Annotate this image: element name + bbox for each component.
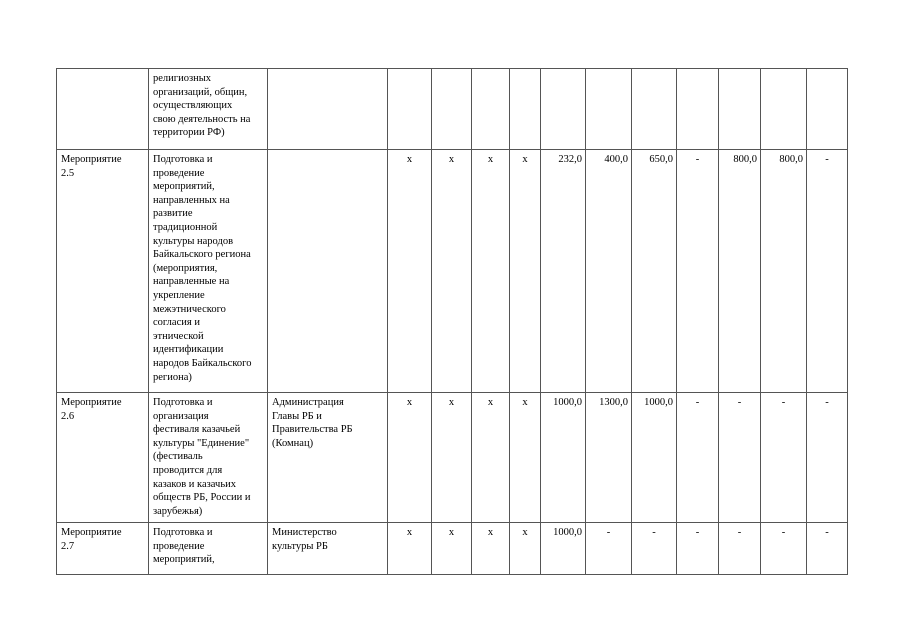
value-cell: 400,0 bbox=[586, 150, 632, 393]
activity-name-cell: Подготовка и организация фестиваля казачьей культуры "Единение" (фестиваль проводится для казаков и казачьих обществ РБ, России и зарубежья) bbox=[149, 393, 268, 523]
activity-name-cell: Подготовка и проведение мероприятий, направленных на развитие традиционной культуры народов Байкальского региона (мероприятия, направленные на укрепление межэтнического согласия и этнической идентификации народов Байкальского региона) bbox=[149, 150, 268, 393]
table-row bbox=[57, 150, 848, 393]
activity-id-cell: Мероприятие 2.5 bbox=[57, 150, 149, 393]
value-cell: x bbox=[472, 523, 510, 575]
value-cell: x bbox=[432, 393, 472, 523]
value-cell bbox=[632, 69, 677, 150]
program-table bbox=[56, 68, 848, 575]
value-cell: - bbox=[761, 393, 807, 523]
value-cell: x bbox=[472, 393, 510, 523]
activity-id-cell: Мероприятие 2.7 bbox=[57, 523, 149, 575]
value-cell: x bbox=[472, 150, 510, 393]
value-cell: - bbox=[586, 523, 632, 575]
value-cell: - bbox=[807, 393, 848, 523]
table-row bbox=[57, 69, 848, 150]
value-cell: 232,0 bbox=[541, 150, 586, 393]
executor-cell: Министерство культуры РБ bbox=[268, 523, 388, 575]
value-cell: - bbox=[677, 523, 719, 575]
value-cell: x bbox=[432, 150, 472, 393]
value-cell: 1000,0 bbox=[541, 523, 586, 575]
value-cell: x bbox=[510, 150, 541, 393]
value-cell: x bbox=[388, 393, 432, 523]
value-cell bbox=[719, 69, 761, 150]
value-cell bbox=[807, 69, 848, 150]
value-cell: - bbox=[677, 150, 719, 393]
value-cell: - bbox=[807, 150, 848, 393]
activity-id-cell: Мероприятие 2.6 bbox=[57, 393, 149, 523]
executor-cell bbox=[268, 69, 388, 150]
value-cell bbox=[510, 69, 541, 150]
value-cell bbox=[432, 69, 472, 150]
value-cell: 650,0 bbox=[632, 150, 677, 393]
value-cell: - bbox=[807, 523, 848, 575]
value-cell bbox=[472, 69, 510, 150]
value-cell: - bbox=[677, 393, 719, 523]
value-cell: x bbox=[388, 150, 432, 393]
value-cell: 1000,0 bbox=[541, 393, 586, 523]
value-cell: 800,0 bbox=[719, 150, 761, 393]
value-cell: x bbox=[432, 523, 472, 575]
table-row bbox=[57, 393, 848, 523]
value-cell: - bbox=[632, 523, 677, 575]
executor-cell bbox=[268, 150, 388, 393]
table-row bbox=[57, 523, 848, 575]
value-cell: x bbox=[510, 523, 541, 575]
value-cell: x bbox=[510, 393, 541, 523]
value-cell: 1000,0 bbox=[632, 393, 677, 523]
activity-id-cell bbox=[57, 69, 149, 150]
activity-name-cell: религиозных организаций, общин, осуществляющих свою деятельность на территории РФ) bbox=[149, 69, 268, 150]
value-cell: x bbox=[388, 523, 432, 575]
value-cell: - bbox=[719, 523, 761, 575]
value-cell bbox=[388, 69, 432, 150]
value-cell: 800,0 bbox=[761, 150, 807, 393]
activity-name-cell: Подготовка и проведение мероприятий, bbox=[149, 523, 268, 575]
value-cell bbox=[541, 69, 586, 150]
executor-cell: Администрация Главы РБ и Правительства РБ (Комнац) bbox=[268, 393, 388, 523]
value-cell bbox=[761, 69, 807, 150]
value-cell bbox=[677, 69, 719, 150]
value-cell: - bbox=[719, 393, 761, 523]
value-cell bbox=[586, 69, 632, 150]
value-cell: 1300,0 bbox=[586, 393, 632, 523]
value-cell: - bbox=[761, 523, 807, 575]
